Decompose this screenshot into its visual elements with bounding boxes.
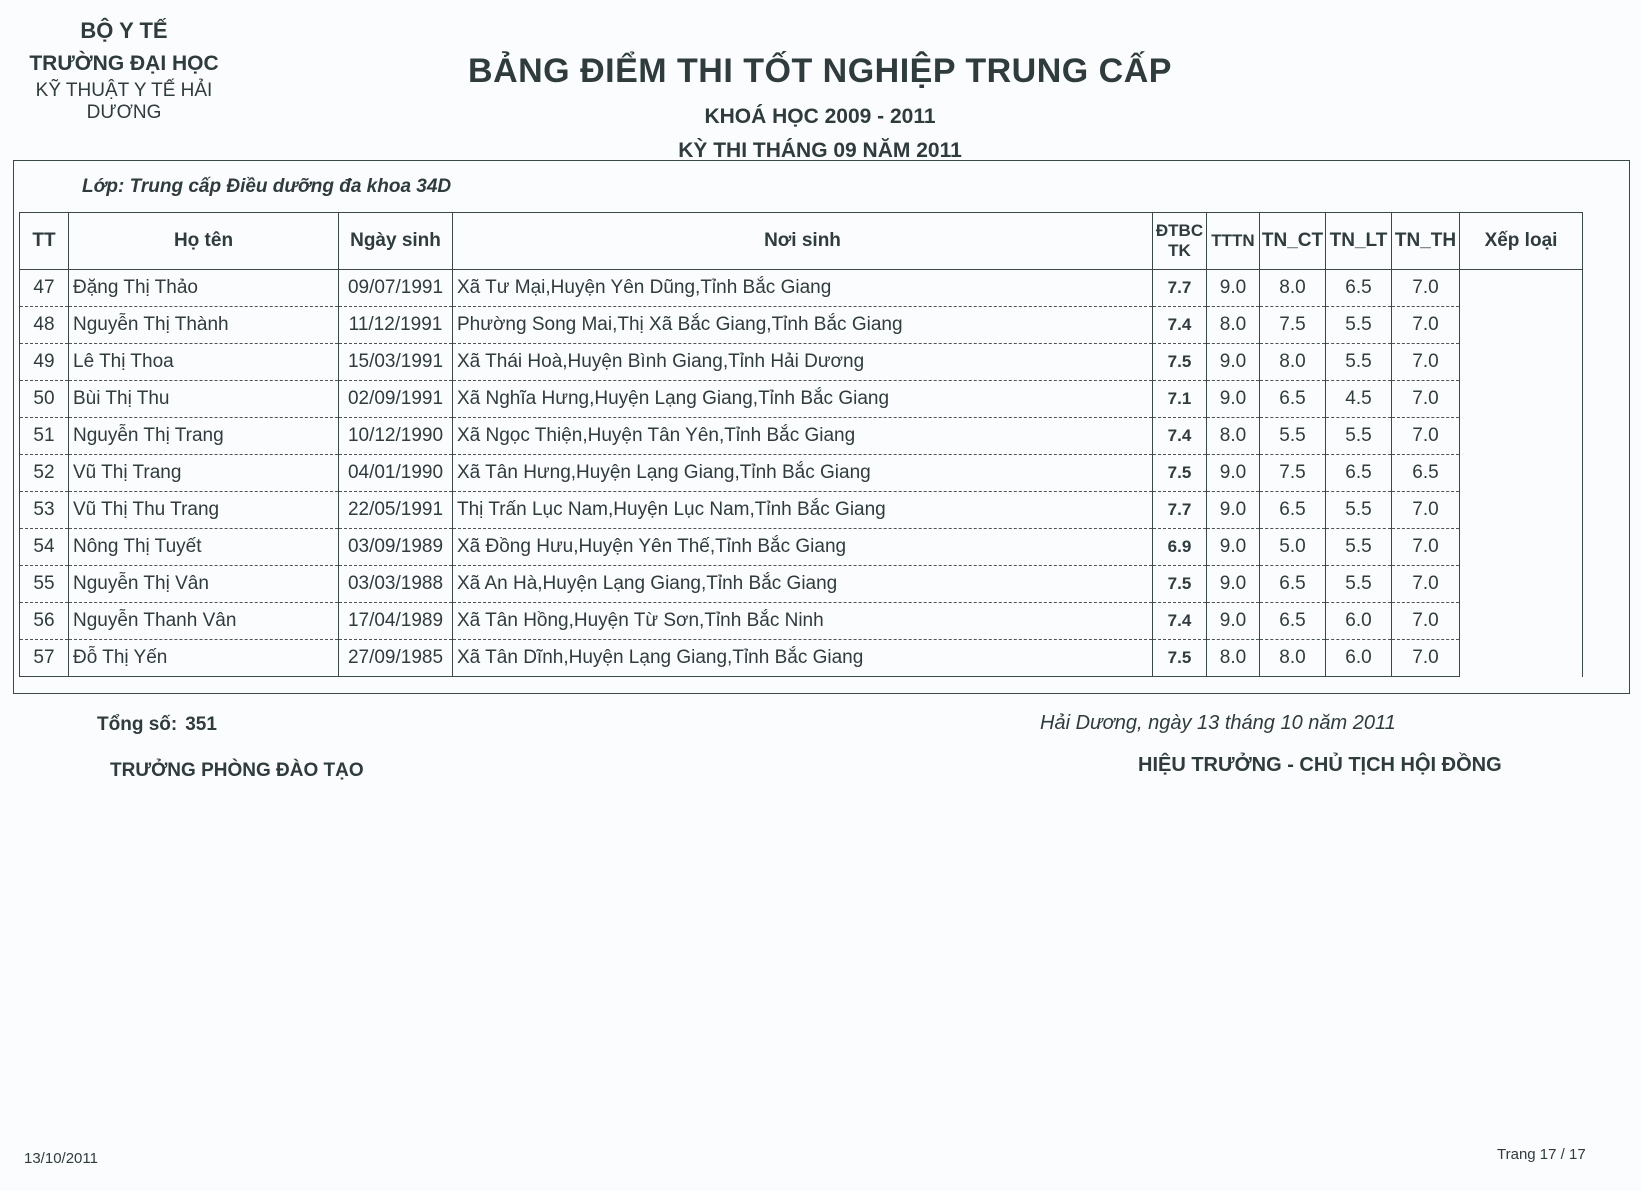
table-row (20, 381, 1583, 418)
page-number: Trang 17 / 17 (1497, 1146, 1586, 1163)
header-tttn: TTTN (1207, 213, 1260, 270)
cell-tn-th: 6.5 (1392, 455, 1460, 492)
cell-tn-th: 7.0 (1392, 418, 1460, 455)
cell-tn-lt: 5.5 (1326, 344, 1392, 381)
cell-birthplace: Xã Thái Hoà,Huyện Bình Giang,Tỉnh Hải Dương (453, 344, 1153, 381)
cell-rank (1460, 270, 1583, 307)
cell-dtbc: 7.4 (1153, 418, 1207, 455)
exam-session-label: KỲ THI THÁNG 09 NĂM 2011 (678, 139, 962, 162)
place-and-date: Hải Dương, ngày 13 tháng 10 năm 2011 (1040, 712, 1396, 734)
issuer-block (0, 18, 248, 124)
cell-tt: 48 (20, 307, 69, 344)
cell-name: Đặng Thị Thảo (69, 270, 339, 307)
header-tn-lt: TN_LT (1326, 213, 1392, 270)
cell-tttn: 8.0 (1207, 640, 1260, 677)
cell-tn-lt: 5.5 (1326, 307, 1392, 344)
cell-name: Nguyễn Thị Vân (69, 566, 339, 603)
cell-birthplace: Xã Tân Hồng,Huyện Từ Sơn,Tỉnh Bắc Ninh (453, 603, 1153, 640)
cell-tttn: 9.0 (1207, 381, 1260, 418)
header-tn-ct: TN_CT (1260, 213, 1326, 270)
table-row (20, 455, 1583, 492)
cell-rank (1460, 492, 1583, 529)
cell-tt: 51 (20, 418, 69, 455)
total-label: Tổng số: (97, 714, 178, 735)
cell-dob: 11/12/1991 (339, 307, 453, 344)
cell-dob: 09/07/1991 (339, 270, 453, 307)
cell-name: Nông Thị Tuyết (69, 529, 339, 566)
cell-dob: 17/04/1989 (339, 603, 453, 640)
cell-dob: 03/03/1988 (339, 566, 453, 603)
cell-tn-lt: 6.5 (1326, 455, 1392, 492)
cell-dtbc: 7.4 (1153, 307, 1207, 344)
cell-rank (1460, 381, 1583, 418)
cell-rank (1460, 455, 1583, 492)
cell-dob: 10/12/1990 (339, 418, 453, 455)
cell-tn-ct: 8.0 (1260, 640, 1326, 677)
cell-tn-lt: 5.5 (1326, 529, 1392, 566)
cell-tttn: 9.0 (1207, 529, 1260, 566)
cell-name: Vũ Thị Thu Trang (69, 492, 339, 529)
cell-birthplace: Xã An Hà,Huyện Lạng Giang,Tỉnh Bắc Giang (453, 566, 1153, 603)
table-header-row (20, 213, 1583, 270)
cell-tt: 52 (20, 455, 69, 492)
cell-tttn: 9.0 (1207, 566, 1260, 603)
cell-tttn: 8.0 (1207, 307, 1260, 344)
cell-tt: 57 (20, 640, 69, 677)
cell-birthplace: Thị Trấn Lục Nam,Huyện Lục Nam,Tỉnh Bắc Giang (453, 492, 1153, 529)
cell-tt: 55 (20, 566, 69, 603)
cell-dob: 02/09/1991 (339, 381, 453, 418)
cell-tn-th: 7.0 (1392, 307, 1460, 344)
cell-tttn: 9.0 (1207, 492, 1260, 529)
cell-dtbc: 6.9 (1153, 529, 1207, 566)
cell-dob: 03/09/1989 (339, 529, 453, 566)
table-row (20, 529, 1583, 566)
cell-tn-lt: 5.5 (1326, 566, 1392, 603)
header-rank: Xếp loại (1460, 213, 1583, 270)
cell-dtbc: 7.7 (1153, 492, 1207, 529)
cell-tn-lt: 5.5 (1326, 418, 1392, 455)
cell-name: Đỗ Thị Yến (69, 640, 339, 677)
cell-dtbc: 7.4 (1153, 603, 1207, 640)
cell-tn-th: 7.0 (1392, 381, 1460, 418)
cell-tn-th: 7.0 (1392, 640, 1460, 677)
cell-tn-ct: 6.5 (1260, 603, 1326, 640)
cell-dob: 15/03/1991 (339, 344, 453, 381)
cell-tt: 56 (20, 603, 69, 640)
cell-rank (1460, 307, 1583, 344)
cell-dtbc: 7.7 (1153, 270, 1207, 307)
course-label: KHOÁ HỌC 2009 - 2011 (704, 105, 936, 128)
cell-tn-lt: 6.0 (1326, 640, 1392, 677)
cell-tn-ct: 6.5 (1260, 566, 1326, 603)
cell-dob: 27/09/1985 (339, 640, 453, 677)
cell-tn-lt: 5.5 (1326, 492, 1392, 529)
cell-tn-th: 7.0 (1392, 566, 1460, 603)
cell-name: Bùi Thị Thu (69, 381, 339, 418)
cell-tt: 53 (20, 492, 69, 529)
cell-tn-th: 7.0 (1392, 344, 1460, 381)
cell-dob: 22/05/1991 (339, 492, 453, 529)
cell-birthplace: Xã Đồng Hưu,Huyện Yên Thế,Tỉnh Bắc Giang (453, 529, 1153, 566)
cell-tn-ct: 7.5 (1260, 307, 1326, 344)
cell-dtbc: 7.5 (1153, 455, 1207, 492)
cell-tttn: 9.0 (1207, 455, 1260, 492)
school-name-line1: TRƯỜNG ĐẠI HỌC (29, 52, 219, 75)
table-row (20, 418, 1583, 455)
cell-tt: 50 (20, 381, 69, 418)
grades-table (19, 212, 1583, 677)
cell-tn-ct: 6.5 (1260, 492, 1326, 529)
cell-name: Nguyễn Thanh Vân (69, 603, 339, 640)
cell-tn-th: 7.0 (1392, 270, 1460, 307)
cell-rank (1460, 529, 1583, 566)
cell-tttn: 9.0 (1207, 270, 1260, 307)
cell-dtbc: 7.5 (1153, 566, 1207, 603)
class-label: Lớp: Trung cấp Điều dưỡng đa khoa 34D (82, 176, 452, 197)
dept-head-signature-title: TRƯỞNG PHÒNG ĐÀO TẠO (110, 760, 364, 781)
cell-tn-ct: 5.5 (1260, 418, 1326, 455)
total-value: 351 (185, 714, 217, 735)
print-date: 13/10/2011 (24, 1150, 98, 1167)
cell-rank (1460, 603, 1583, 640)
cell-rank (1460, 418, 1583, 455)
header-dob: Ngày sinh (339, 213, 453, 270)
cell-tttn: 9.0 (1207, 344, 1260, 381)
cell-tn-th: 7.0 (1392, 492, 1460, 529)
cell-dtbc: 7.1 (1153, 381, 1207, 418)
cell-birthplace: Xã Tư Mại,Huyện Yên Dũng,Tỉnh Bắc Giang (453, 270, 1153, 307)
header-name: Họ tên (69, 213, 339, 270)
grades-table-body (20, 270, 1583, 677)
cell-tn-lt: 6.0 (1326, 603, 1392, 640)
cell-dtbc: 7.5 (1153, 344, 1207, 381)
header-dtbc: ĐTBC TK (1153, 213, 1207, 270)
cell-name: Vũ Thị Trang (69, 455, 339, 492)
cell-name: Lê Thị Thoa (69, 344, 339, 381)
header-birthplace: Nơi sinh (453, 213, 1153, 270)
header-tt: TT (20, 213, 69, 270)
total-count (97, 714, 217, 736)
cell-dob: 04/01/1990 (339, 455, 453, 492)
cell-rank (1460, 640, 1583, 677)
table-row (20, 492, 1583, 529)
document-title: BẢNG ĐIỂM THI TỐT NGHIỆP TRUNG CẤP (468, 52, 1172, 90)
cell-birthplace: Xã Tân Dĩnh,Huyện Lạng Giang,Tỉnh Bắc Giang (453, 640, 1153, 677)
cell-birthplace: Phường Song Mai,Thị Xã Bắc Giang,Tỉnh Bắc Giang (453, 307, 1153, 344)
document-title-block (440, 52, 1200, 163)
cell-rank (1460, 566, 1583, 603)
cell-tt: 49 (20, 344, 69, 381)
cell-dtbc: 7.5 (1153, 640, 1207, 677)
cell-birthplace: Xã Nghĩa Hưng,Huyện Lạng Giang,Tỉnh Bắc Giang (453, 381, 1153, 418)
cell-birthplace: Xã Ngọc Thiện,Huyện Tân Yên,Tỉnh Bắc Giang (453, 418, 1153, 455)
table-row (20, 566, 1583, 603)
cell-tttn: 8.0 (1207, 418, 1260, 455)
cell-tn-lt: 6.5 (1326, 270, 1392, 307)
cell-tn-ct: 6.5 (1260, 381, 1326, 418)
principal-signature-title: HIỆU TRƯỞNG - CHỦ TỊCH HỘI ĐỒNG (1138, 754, 1502, 776)
cell-tn-ct: 7.5 (1260, 455, 1326, 492)
cell-tt: 54 (20, 529, 69, 566)
cell-tttn: 9.0 (1207, 603, 1260, 640)
cell-tt: 47 (20, 270, 69, 307)
table-row (20, 307, 1583, 344)
cell-name: Nguyễn Thị Thành (69, 307, 339, 344)
cell-tn-lt: 4.5 (1326, 381, 1392, 418)
table-row (20, 640, 1583, 677)
table-row (20, 344, 1583, 381)
cell-tn-th: 7.0 (1392, 603, 1460, 640)
cell-name: Nguyễn Thị Trang (69, 418, 339, 455)
cell-rank (1460, 344, 1583, 381)
cell-tn-th: 7.0 (1392, 529, 1460, 566)
cell-tn-ct: 5.0 (1260, 529, 1326, 566)
cell-tn-ct: 8.0 (1260, 344, 1326, 381)
table-row (20, 603, 1583, 640)
ministry-name: BỘ Y TẾ (80, 18, 168, 43)
cell-birthplace: Xã Tân Hưng,Huyện Lạng Giang,Tỉnh Bắc Giang (453, 455, 1153, 492)
table-row (20, 270, 1583, 307)
cell-tn-ct: 8.0 (1260, 270, 1326, 307)
header-tn-th: TN_TH (1392, 213, 1460, 270)
school-name-line2: KỸ THUẬT Y TẾ HẢI DƯƠNG (35, 80, 213, 123)
